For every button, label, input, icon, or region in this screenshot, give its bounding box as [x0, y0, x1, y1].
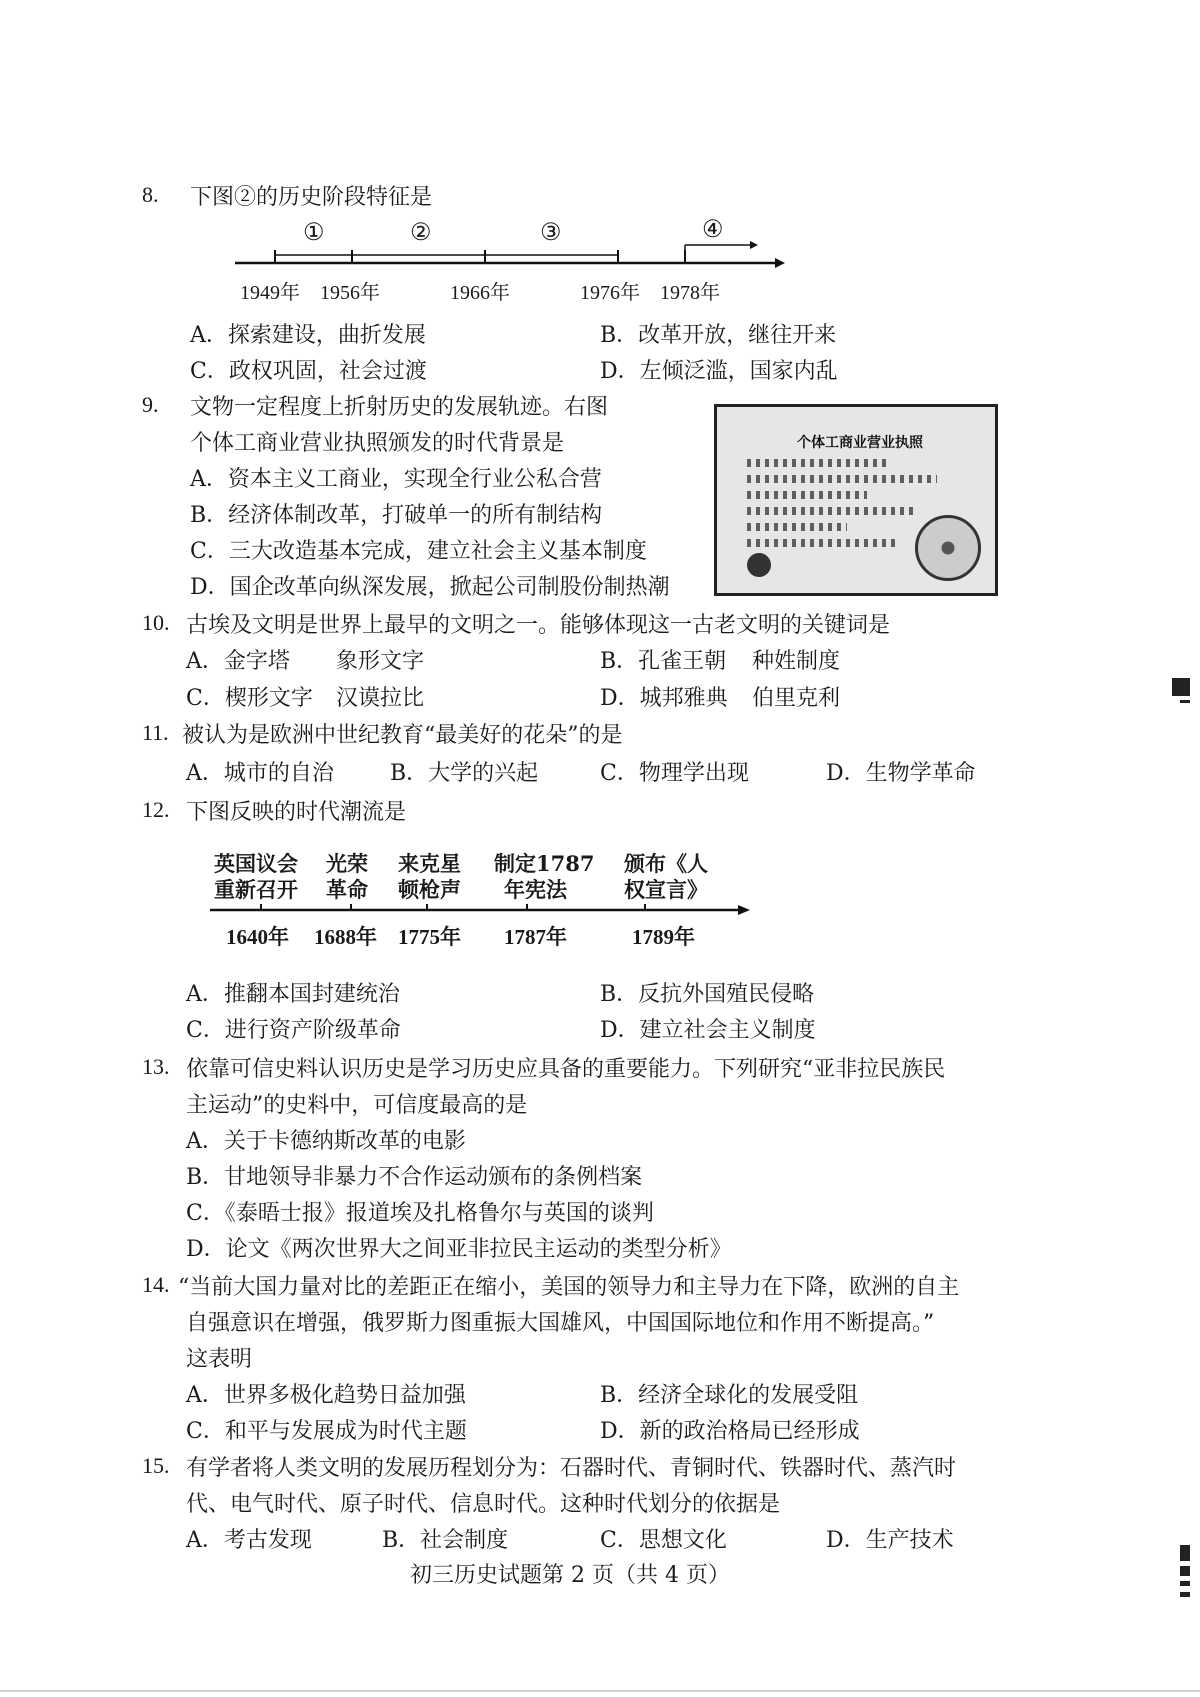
- q13-option-d: D．论文《两次世界大之间亚非拉民主运动的类型分析》: [186, 1237, 732, 1262]
- q8-stage-4: ④: [702, 215, 724, 243]
- q14-option-c: C．和平与发展成为时代主题: [186, 1419, 467, 1444]
- q15-option-b: B．社会制度: [382, 1528, 509, 1553]
- q12-timeline: [205, 898, 755, 922]
- license-row: [747, 539, 897, 547]
- q12-option-c: C．进行资产阶级革命: [186, 1018, 401, 1043]
- license-photo-mark: [747, 553, 771, 577]
- license-seal: [915, 515, 981, 581]
- q11-option-c: C．物理学出现: [600, 761, 749, 786]
- q9-number: 9.: [142, 392, 159, 417]
- scan-edge-mark: [1180, 700, 1190, 703]
- q10-option-c-term2: 汉谟拉比: [336, 686, 425, 711]
- q9-option-c: C．三大改造基本完成，建立社会主义基本制度: [190, 539, 647, 564]
- license-row: [747, 523, 847, 531]
- q8-option-b: B．改革开放，继往开来: [600, 323, 837, 348]
- q15-option-c: C．思想文化: [600, 1528, 727, 1553]
- q12-option-d: D．建立社会主义制度: [600, 1018, 816, 1043]
- scan-edge-mark: [1180, 1581, 1190, 1586]
- q13-option-a: A．关于卡德纳斯改革的电影: [186, 1129, 466, 1154]
- q14-option-d: D．新的政治格局已经形成: [600, 1419, 860, 1444]
- q9-option-b: B．经济体制改革，打破单一的所有制结构: [190, 503, 603, 528]
- q11-number: 11.: [142, 720, 169, 745]
- q9-stem-line1: 文物一定程度上折射历史的发展轨迹。右图: [190, 395, 609, 420]
- q12-year-1789: 1789年: [632, 925, 695, 949]
- q12-event-1-line1: 英国议会: [214, 851, 298, 876]
- q8-option-a: A．探索建设，曲折发展: [190, 323, 426, 348]
- q8-stage-1: ①: [303, 218, 325, 246]
- q11-option-a: A．城市的自治: [186, 761, 334, 786]
- license-row: [747, 459, 887, 467]
- q12-option-b: B．反抗外国殖民侵略: [600, 982, 815, 1007]
- q8-stage-2: ②: [410, 218, 432, 246]
- q12-event-3-line2: 顿枪声: [398, 877, 461, 902]
- q12-event-3-line1: 来克星: [398, 851, 461, 876]
- q10-stem: 古埃及文明是世界上最早的文明之一。能够体现这一古老文明的关键词是: [186, 613, 891, 638]
- scan-edge-mark: [1172, 678, 1190, 696]
- q8-option-c: C．政权巩固，社会过渡: [190, 359, 427, 384]
- q8-year-1976: 1976年: [580, 282, 640, 304]
- business-license-image: [714, 404, 998, 596]
- q11-stem: 被认为是欧洲中世纪教育“最美好的花朵”的是: [182, 723, 623, 748]
- q12-year-1688: 1688年: [314, 925, 377, 949]
- q15-number: 15.: [142, 1453, 170, 1478]
- q13-option-b: B．甘地领导非暴力不合作运动颁布的条例档案: [186, 1165, 643, 1190]
- q10-option-b: B．孔雀王朝: [600, 649, 727, 674]
- q11-option-b: B．大学的兴起: [390, 761, 539, 786]
- q8-year-1956: 1956年: [320, 282, 380, 304]
- q10-option-a-term2: 象形文字: [336, 649, 425, 674]
- q14-option-b: B．经济全球化的发展受阻: [600, 1383, 859, 1408]
- q15-option-a: A．考古发现: [186, 1528, 312, 1553]
- q10-option-d: D．城邦雅典: [600, 686, 728, 711]
- q14-number: 14.: [142, 1272, 170, 1297]
- q10-number: 10.: [142, 610, 170, 635]
- q13-stem-line1: 依靠可信史料认识历史是学习历史应具备的重要能力。下列研究“亚非拉民族民: [186, 1057, 946, 1082]
- license-row: [747, 491, 867, 499]
- license-title: 个体工商业营业执照: [797, 435, 923, 451]
- page-footer: 初三历史试题第 2 页（共 4 页）: [410, 1563, 730, 1588]
- q8-year-1949: 1949年: [240, 282, 300, 304]
- q12-event-4-line2: 年宪法: [504, 877, 567, 902]
- q10-option-c: C．楔形文字: [186, 686, 313, 711]
- q10-option-d-term2: 伯里克利: [752, 686, 841, 711]
- q8-stage-3: ③: [540, 218, 562, 246]
- license-row: [747, 475, 937, 483]
- q9-stem-line2: 个体工商业营业执照颁发的时代背景是: [190, 431, 565, 456]
- q12-year-1775: 1775年: [398, 925, 461, 949]
- q12-event-1-line2: 重新召开: [214, 877, 298, 902]
- q14-stem-line2: 自强意识在增强，俄罗斯力图重振大国雄风，中国国际地位和作用不断提高。”: [186, 1311, 935, 1336]
- scan-edge-mark: [1180, 1545, 1190, 1561]
- q13-number: 13.: [142, 1054, 170, 1079]
- q14-stem-line1: “当前大国力量对比的差距正在缩小，美国的领导力和主导力在下降，欧洲的自主: [178, 1275, 960, 1300]
- q8-number: 8.: [142, 182, 159, 207]
- page-bottom-edge: [0, 1690, 1200, 1692]
- q14-option-a: A．世界多极化趋势日益加强: [186, 1383, 466, 1408]
- q15-stem-line1: 有学者将人类文明的发展历程划分为：石器时代、青铜时代、铁器时代、蒸汽时: [186, 1456, 957, 1481]
- q12-year-1640: 1640年: [226, 925, 289, 949]
- q12-event-2-line1: 光荣: [326, 851, 368, 876]
- q10-option-b-term2: 种姓制度: [752, 649, 841, 674]
- q12-event-4-line1: 制定1787: [494, 851, 595, 876]
- q8-stem: 下图②的历史阶段特征是: [190, 185, 433, 210]
- q13-option-c: C．《泰晤士报》报道埃及扎格鲁尔与英国的谈判: [186, 1201, 654, 1226]
- q10-option-a: A．金字塔: [186, 649, 290, 674]
- q8-year-1966: 1966年: [450, 282, 510, 304]
- q15-option-d: D．生产技术: [826, 1528, 954, 1553]
- q12-event-2-line2: 革命: [326, 877, 368, 902]
- q12-event-5-line2: 权宣言》: [624, 877, 708, 902]
- q15-stem-line2: 代、电气时代、原子时代、信息时代。这种时代划分的依据是: [186, 1492, 781, 1517]
- q9-option-a: A．资本主义工商业，实现全行业公私合营: [190, 467, 602, 492]
- q11-option-d: D．生物学革命: [826, 761, 976, 786]
- q12-number: 12.: [142, 797, 170, 822]
- q12-option-a: A．推翻本国封建统治: [186, 982, 400, 1007]
- q14-stem-line3: 这表明: [186, 1347, 253, 1372]
- q12-year-1787: 1787年: [504, 925, 567, 949]
- scan-edge-mark: [1180, 1592, 1190, 1597]
- license-row: [747, 507, 917, 515]
- q8-option-d: D．左倾泛滥，国家内乱: [600, 359, 838, 384]
- scan-edge-mark: [1180, 1566, 1190, 1576]
- q8-year-1978: 1978年: [660, 282, 720, 304]
- q13-stem-line2: 主运动”的史料中，可信度最高的是: [186, 1093, 528, 1118]
- q12-event-5-line1: 颁布《人: [624, 851, 708, 876]
- q9-option-d: D．国企改革向纵深发展，掀起公司制股份制热潮: [190, 575, 670, 600]
- q12-stem: 下图反映的时代潮流是: [186, 800, 407, 825]
